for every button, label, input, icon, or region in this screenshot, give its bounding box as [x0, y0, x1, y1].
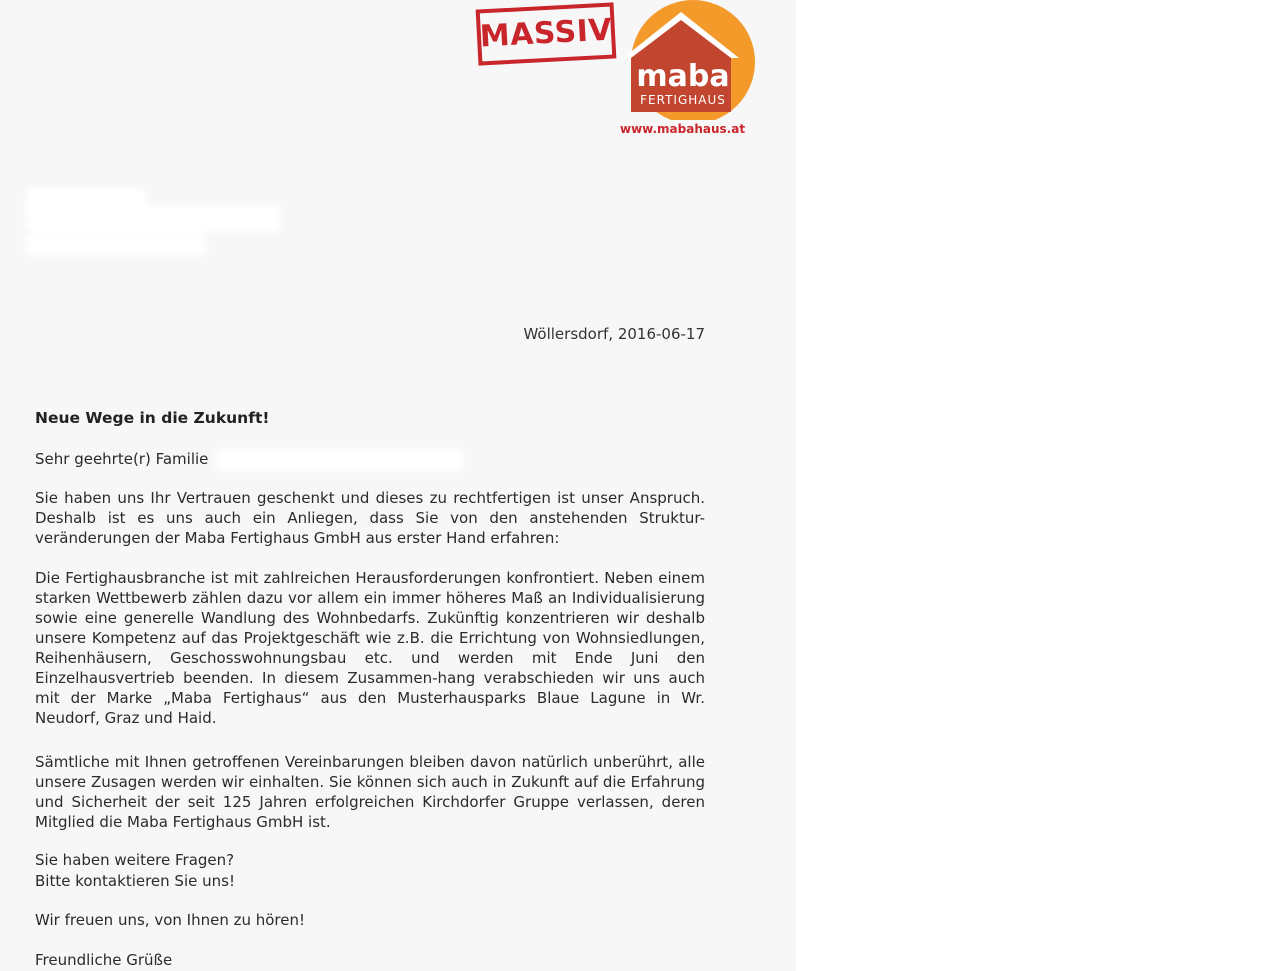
questions-line: Sie haben weitere Fragen?: [35, 851, 235, 869]
salutation: Sehr geehrte(r) Familie: [35, 450, 209, 468]
closing-line: Wir freuen uns, von Ihnen zu hören!: [35, 911, 306, 929]
redacted-address-line: [26, 232, 206, 256]
redacted-family-name: [215, 449, 463, 471]
logo-name: maba: [636, 59, 730, 94]
stamp-text: MASSIV: [478, 12, 613, 55]
website-url: www.mabahaus.at: [620, 122, 746, 136]
maba-house-logo: [603, 0, 763, 120]
letter-subject: Neue Wege in die Zukunft!: [35, 409, 270, 427]
logo-sub: FERTIGHAUS: [640, 93, 726, 107]
massiv-stamp: [476, 2, 617, 65]
greeting-line: Freundliche Grüße: [35, 951, 173, 969]
redacted-address-line: [26, 205, 281, 233]
contact-line: Bitte kontaktieren Sie uns!: [35, 872, 235, 890]
paragraph-intro: Sie haben uns Ihr Vertrauen geschenkt und dieses zu rechtfertigen ist unser Anspruch. Deshalb ist es uns auch ein Anliegen, dass Sie von den anstehenden Struktur-veränderungen der Maba Fertighaus GmbH aus erster Hand erfahren:: [35, 489, 705, 547]
empty-canvas: [796, 0, 1280, 971]
paragraph-agreements: Sämtliche mit Ihnen getroffenen Vereinbarungen bleiben davon natürlich unberührt, alle unsere Zusagen werden wir einhalten. Sie können sich auch in Zukunft auf die Erfahrung und Sicherheit der seit 125 Jahren erfolgreichen Kirchdorfer Gruppe verlassen, deren Mitglied die Maba Fertighaus GmbH ist.: [35, 753, 705, 831]
paragraph-main: Die Fertighausbranche ist mit zahlreichen Herausforderungen konfrontiert. Neben einem starken Wettbewerb zählen dazu vor allem ein immer höheres Maß an Individualisierung sowie eine generelle Wandlung des Wohnbedarfs. Zukünftig konzentrieren wir deshalb unsere Kompetenz auf das Projektgeschäft wie z.B. die Errichtung von Wohnsiedlungen, Reihenhäusern, Geschosswohnungsbau etc. und werden mit Ende Juni den Einzelhausvertrieb beenden. In diesem Zusammen-hang verabschieden wir uns auch mit der Marke „Maba Fertighaus“ aus den Musterhausparks Blaue Lagune in Wr. Neudorf, Graz und Haid.: [35, 569, 705, 727]
place-date: Wöllersdorf, 2016-06-17: [523, 325, 705, 343]
